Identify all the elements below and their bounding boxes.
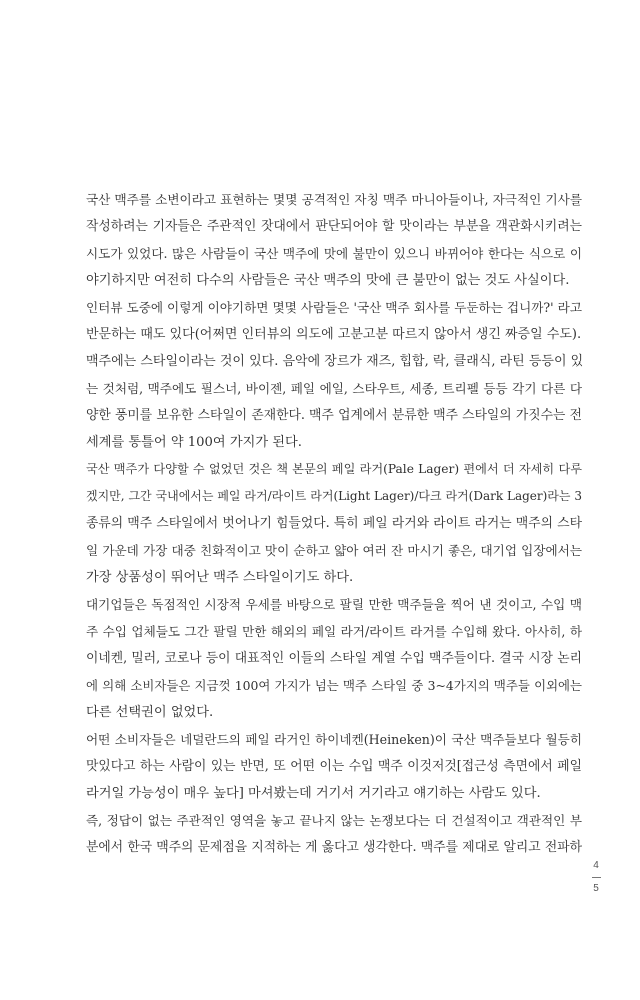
- text-line: 는 것처럼, 맥주에도 필스너, 바이젠, 페일 에일, 스타우트, 세종, 트리펠 등등 각기 다른 다: [86, 381, 582, 396]
- text-line: 양한 풍미를 보유한 스타일이 존재한다. 맥주 업계에서 분류한 맥주 스타일의 가짓수는 전: [86, 408, 582, 423]
- text-line: 국산 맥주를 소변이라고 표현하는 몇몇 공격적인 자칭 맥주 마니아들이나, 자극적인 기사를: [86, 192, 582, 207]
- text-line: 맛있다고 하는 사람이 있는 반면, 또 어떤 이는 수입 맥주 이것저것[접근성 측면에서 페일: [86, 759, 582, 774]
- text-line: 에 의해 소비자들은 지금껏 100여 가지가 넘는 맥주 스타일 중 3~4가지의 맥주들 이외에는: [86, 678, 582, 693]
- text-line: 야기하지만 여전히 다수의 사람들은 국산 맥주의 맛에 큰 불만이 없는 것도 사실이다.: [86, 273, 570, 288]
- text-line: 일 가운데 가장 대중 친화적이고 맛이 순하고 얇아 여러 잔 마시기 좋은, 대기업 입장에서는: [86, 543, 582, 558]
- text-line: 어떤 소비자들은 네덜란드의 페일 라거인 하이네켄(Heineken)이 국산 맥주들보다 월등히: [86, 732, 582, 747]
- text-line: 인터뷰 도중에 이렇게 이야기하면 몇몇 사람들은 '국산 맥주 회사를 두둔하는 겁니까?' 라고: [86, 300, 582, 315]
- text-line: 즉, 정답이 없는 주관적인 영역을 놓고 끝나지 않는 논쟁보다는 더 건설적이고 객관적인 부: [86, 813, 582, 828]
- text-line: 세계를 통틀어 약 100여 가지가 된다.: [86, 435, 302, 450]
- text-line: 작성하려는 기자들은 주관적인 잣대에서 판단되어야 할 맛이라는 부분을 객관화시키려는: [86, 219, 582, 234]
- text-line: 종류의 맥주 스타일에서 벗어나기 힘들었다. 특히 페일 라거와 라이트 라거는 맥주의 스타: [86, 516, 582, 531]
- text-line: 분에서 한국 맥주의 문제점을 지적하는 게 옳다고 생각한다. 맥주를 제대로 알리고 전파하: [86, 840, 582, 855]
- paragraph: [86, 456, 582, 591]
- text-line: 반문하는 때도 있다(어쩌면 인터뷰의 의도에 고분고분 따르지 않아서 생긴 짜증일 수도).: [86, 327, 582, 342]
- paragraph: [86, 348, 582, 456]
- text-line: 이네켄, 밀러, 코로나 등이 대표적인 이들의 스타일 계열 수입 맥주들이다. 결국 시장 논리: [86, 651, 582, 666]
- text-line: 겠지만, 그간 국내에서는 페일 라거/라이트 라거(Light Lager)/다크 라거(Dark Lager)라는 3: [86, 489, 582, 503]
- page-folio: [588, 858, 604, 897]
- folio-divider: [592, 877, 601, 878]
- text-line: 가장 상품성이 뛰어난 맥주 스타일이기도 하다.: [86, 570, 354, 585]
- text-line: 다른 선택권이 없었다.: [86, 705, 214, 720]
- folio-bottom-number: 5: [593, 883, 599, 894]
- page-body: [86, 186, 582, 861]
- text-line: 시도가 있었다. 많은 사람들이 국산 맥주에 맛에 불만이 있으니 바뀌어야 한다는 식으로 이: [86, 246, 582, 261]
- text-line: 맥주에는 스타일이라는 것이 있다. 음악에 장르가 재즈, 힙합, 락, 클래식, 라틴 등등이 있: [86, 354, 584, 369]
- paragraph: [86, 591, 582, 726]
- paragraph: [86, 807, 582, 861]
- text-line: 대기업들은 독점적인 시장적 우세를 바탕으로 팔릴 만한 맥주들을 찍어 낸 것이고, 수입 맥: [86, 597, 582, 612]
- folio-top-number: 4: [593, 860, 599, 871]
- paragraph: [86, 294, 582, 348]
- paragraph: [86, 186, 582, 294]
- text-line: 주 수입 업체들도 그간 팔릴 만한 해외의 페일 라거/라이트 라거를 수입해 왔다. 아사히, 하: [86, 624, 582, 639]
- text-line: 국산 맥주가 다양할 수 없었던 것은 책 본문의 페일 라거(Pale Lager) 편에서 더 자세히 다루: [86, 462, 582, 476]
- paragraph: [86, 726, 582, 807]
- text-line: 라거일 가능성이 매우 높다] 마셔봤는데 거기서 거기라고 얘기하는 사람도 있다.: [86, 786, 541, 801]
